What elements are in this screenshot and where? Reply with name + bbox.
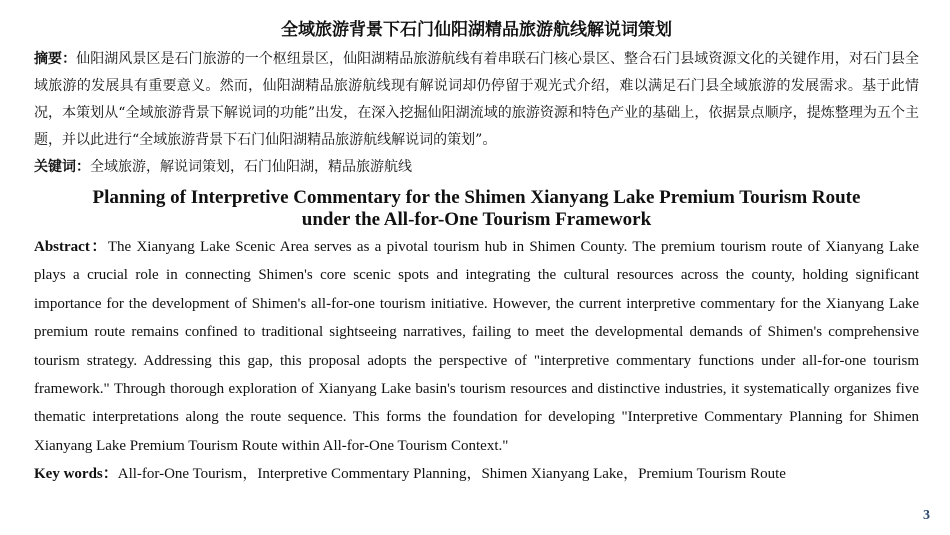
chinese-abstract xyxy=(34,46,919,154)
english-abstract xyxy=(34,233,919,460)
chinese-abstract-text: 仙阳湖风景区是石门旅游的一个枢纽景区，仙阳湖精品旅游航线有着串联石门核心景区、整合石门县域资源文化的关键作用，对石门县全域旅游的发展具有重要意义。然而，仙阳湖精品旅游航线现有解说词却仍停留于观光式介绍，难以满足石门县全域旅游的发展需求。基于此情况，本策划从“全域旅游背景下解说词的功能”出发，在深入挖掘仙阳湖流域的旅游资源和特色产业的基础上，依据景点顺序，提炼整理为五个主题，并以此进行“全域旅游背景下石门仙阳湖精品旅游航线解说词的策划”。 xyxy=(34,51,920,148)
chinese-keywords-text: 全域旅游，解说词策划，石门仙阳湖，精品旅游航线 xyxy=(90,159,412,175)
english-abstract-text: The Xianyang Lake Scenic Area serves as a pivotal tourism hub in Shimen County. The premium tourism route of Xianyang Lake plays a crucial role in connecting Shimen's core scenic spots and integrating the cultural resources across the county, holding significant importance for the development of Shimen's all-for-one tourism initiative. However, the current interpretive commentary for the Xianyang Lake premium route remains confined to traditional sightseeing narratives, failing to meet the developmental demands of Shimen's comprehensive tourism strategy. Addressing this gap, this proposal adopts the perspective of "interpretive commentary functions under all-for-one tourism framework." Through thorough exploration of Xianyang Lake basin's tourism resources and distinctive industries, it systematically organizes five thematic interpretations along the route sequence. This forms the foundation for developing "Interpretive Commentary Planning for Shimen Xianyang Lake Premium Tourism Route within All-for-One Tourism Context." xyxy=(34,239,919,454)
english-title-line1: Planning of Interpretive Commentary for the Shimen Xianyang Lake Premium Tourism Route xyxy=(92,187,861,208)
english-title xyxy=(34,187,919,231)
english-title-line2: under the All-for-One Tourism Framework xyxy=(301,209,652,230)
english-keywords-text: All-for-One Tourism，Interpretive Commentary Planning，Shimen Xianyang Lake，Premium Tourism Route xyxy=(117,466,786,483)
chinese-keywords xyxy=(34,154,919,181)
page-number: 3 xyxy=(923,508,930,523)
english-abstract-label: Abstract： xyxy=(34,239,108,255)
document-page xyxy=(34,18,919,488)
chinese-title: 全域旅游背景下石门仙阳湖精品旅游航线解说词策划 xyxy=(281,20,672,40)
english-keywords xyxy=(34,460,919,488)
chinese-keywords-label: 关键词： xyxy=(34,159,90,175)
chinese-abstract-label: 摘要： xyxy=(34,51,77,67)
english-keywords-label: Key words： xyxy=(34,466,118,483)
